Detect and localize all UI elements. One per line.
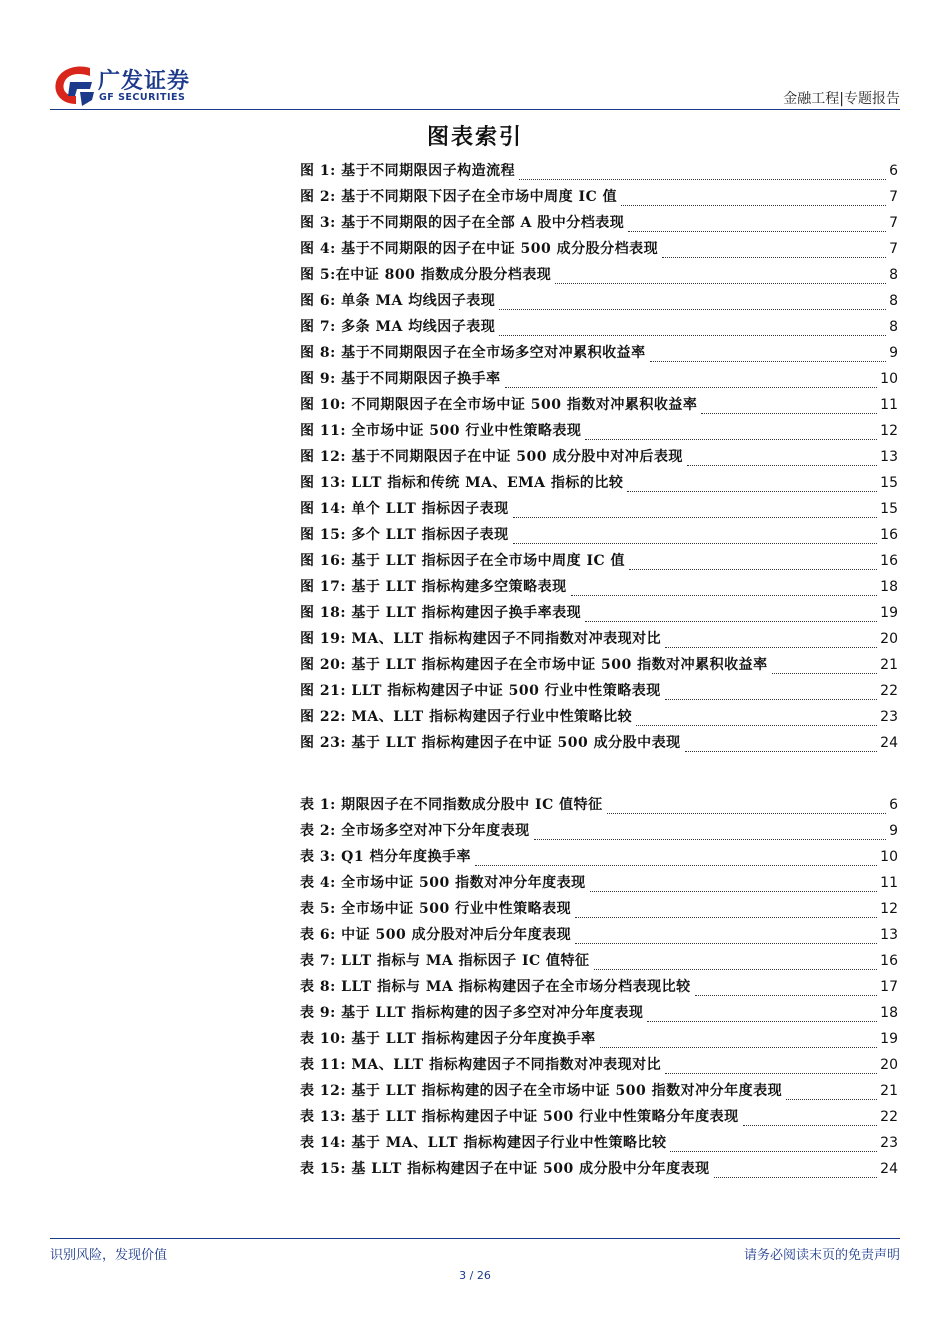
table-index-item[interactable] [300, 1054, 898, 1080]
figure-index-item-label: 图 10: 不同期限因子在全市场中证 500 指数对冲累积收益率 [300, 397, 698, 413]
table-index-item-page: 6 [889, 797, 898, 813]
dot-leader [627, 490, 877, 492]
dot-leader [650, 360, 886, 362]
figure-index-item[interactable] [300, 212, 898, 238]
dot-leader [636, 724, 877, 726]
dot-leader [575, 916, 877, 918]
figure-index-item-label: 图 19: MA、LLT 指标构建因子不同指数对冲表现对比 [300, 631, 662, 647]
table-index-item-label: 表 13: 基于 LLT 指标构建因子中证 500 行业中性策略分年度表现 [300, 1109, 739, 1125]
table-index-item-page: 20 [880, 1057, 898, 1073]
figure-index-item[interactable] [300, 394, 898, 420]
table-index-item-page: 21 [880, 1083, 898, 1099]
figure-index-item-label: 图 5:在中证 800 指数成分股分档表现 [300, 267, 552, 283]
figure-index-item[interactable] [300, 576, 898, 602]
table-index-item[interactable] [300, 1158, 898, 1184]
table-index-item[interactable] [300, 872, 898, 898]
figure-index-item-page: 24 [880, 735, 898, 751]
dot-leader [687, 464, 877, 466]
dot-leader [685, 750, 878, 752]
figure-index-item-page: 22 [880, 683, 898, 699]
table-index-item-label: 表 10: 基于 LLT 指标构建因子分年度换手率 [300, 1031, 596, 1047]
dot-leader [786, 1098, 877, 1100]
table-index-item-page: 12 [880, 901, 898, 917]
dot-leader [714, 1176, 878, 1178]
table-index-item[interactable] [300, 1028, 898, 1054]
figure-index-item[interactable] [300, 680, 898, 706]
figure-index-item-page: 8 [889, 293, 898, 309]
figure-index-item-page: 15 [880, 501, 898, 517]
dot-leader [662, 256, 886, 258]
dot-leader [513, 516, 878, 518]
table-index-item[interactable] [300, 950, 898, 976]
dot-leader [665, 1072, 877, 1074]
figure-index-item[interactable] [300, 238, 898, 264]
figure-index-item[interactable] [300, 160, 898, 186]
figure-index-item-label: 图 4: 基于不同期限的因子在中证 500 成分股分档表现 [300, 241, 659, 257]
figure-index-item[interactable] [300, 316, 898, 342]
figure-index-item[interactable] [300, 446, 898, 472]
dot-leader [590, 890, 878, 892]
figure-index-item-label: 图 11: 全市场中证 500 行业中性策略表现 [300, 423, 582, 439]
dot-leader [665, 698, 877, 700]
table-index-item[interactable] [300, 924, 898, 950]
figure-index-item[interactable] [300, 342, 898, 368]
dot-leader [594, 968, 878, 970]
figure-index-item-label: 图 18: 基于 LLT 指标构建因子换手率表现 [300, 605, 582, 621]
table-index-item-label: 表 8: LLT 指标与 MA 指标构建因子在全市场分档表现比较 [300, 979, 691, 995]
table-index-item-page: 13 [880, 927, 898, 943]
dot-leader [499, 334, 886, 336]
footer-disclaimer: 请务必阅读末页的免责声明 [743, 1248, 900, 1263]
table-index-item-label: 表 4: 全市场中证 500 指数对冲分年度表现 [300, 875, 586, 891]
figure-index-item[interactable] [300, 732, 898, 758]
figure-index-item-label: 图 16: 基于 LLT 指标因子在全市场中周度 IC 值 [300, 553, 626, 569]
figure-index-item[interactable] [300, 706, 898, 732]
figure-index-item-page: 7 [889, 215, 898, 231]
table-index-item-page: 17 [880, 979, 898, 995]
figure-index-item-page: 16 [880, 527, 898, 543]
table-index-item-label: 表 5: 全市场中证 500 行业中性策略表现 [300, 901, 572, 917]
figure-index-item-page: 13 [880, 449, 898, 465]
logo-text-en: GF SECURITIES [99, 92, 186, 103]
table-index-item[interactable] [300, 1080, 898, 1106]
figure-index-item-label: 图 2: 基于不同期限下因子在全市场中周度 IC 值 [300, 189, 618, 205]
header-divider [50, 109, 900, 110]
page-number: 3 / 26 [459, 1269, 491, 1282]
gf-securities-logo [50, 62, 230, 110]
logo-mark-icon [50, 62, 96, 108]
figure-index-item-page: 16 [880, 553, 898, 569]
page-title: 图表索引 [426, 125, 523, 150]
figure-index-item-page: 23 [880, 709, 898, 725]
figure-index-item[interactable] [300, 654, 898, 680]
table-index-list [300, 794, 898, 1184]
figure-index-item-page: 12 [880, 423, 898, 439]
figure-index-item-label: 图 12: 基于不同期限因子在中证 500 成分股中对冲后表现 [300, 449, 683, 465]
figure-index-item[interactable] [300, 420, 898, 446]
table-index-item-page: 23 [880, 1135, 898, 1151]
table-index-item-label: 表 7: LLT 指标与 MA 指标因子 IC 值特征 [300, 953, 590, 969]
dot-leader [585, 620, 877, 622]
figure-index-item-page: 7 [889, 241, 898, 257]
figure-index-item-label: 图 13: LLT 指标和传统 MA、EMA 指标的比较 [300, 475, 624, 491]
table-index-item[interactable] [300, 1106, 898, 1132]
table-index-item-label: 表 6: 中证 500 成分股对冲后分年度表现 [300, 927, 572, 943]
figure-index-item-label: 图 9: 基于不同期限因子换手率 [300, 371, 501, 387]
dot-leader [555, 282, 886, 284]
table-index-item-label: 表 14: 基于 MA、LLT 指标构建因子行业中性策略比较 [300, 1135, 667, 1151]
table-index-item-page: 11 [880, 875, 898, 891]
dot-leader [670, 1150, 877, 1152]
table-index-item-page: 10 [880, 849, 898, 865]
figure-index-item-page: 6 [889, 163, 898, 179]
figure-index-item-label: 图 17: 基于 LLT 指标构建多空策略表现 [300, 579, 567, 595]
table-index-item[interactable] [300, 1132, 898, 1158]
logo-text-cn: 广发证券 [98, 69, 191, 94]
figure-index-item-page: 19 [880, 605, 898, 621]
figure-index-item-page: 20 [880, 631, 898, 647]
dot-leader [475, 864, 877, 866]
figure-index-item-page: 8 [889, 267, 898, 283]
table-index-item[interactable] [300, 898, 898, 924]
table-index-item-label: 表 3: Q1 档分年度换手率 [300, 849, 471, 865]
dot-leader [499, 308, 886, 310]
figure-index-item[interactable] [300, 602, 898, 628]
figure-index-item[interactable] [300, 368, 898, 394]
footer-divider [50, 1238, 900, 1239]
figure-index-item-label: 图 21: LLT 指标构建因子中证 500 行业中性策略表现 [300, 683, 661, 699]
figure-index-item-page: 7 [889, 189, 898, 205]
dot-leader [701, 412, 877, 414]
figure-index-item[interactable] [300, 550, 898, 576]
table-index-item-page: 18 [880, 1005, 898, 1021]
table-index-item-page: 22 [880, 1109, 898, 1125]
report-type: 金融工程|专题报告 [783, 91, 900, 107]
table-index-item-label: 表 9: 基于 LLT 指标构建的因子多空对冲分年度表现 [300, 1005, 644, 1021]
table-index-item-label: 表 11: MA、LLT 指标构建因子不同指数对冲表现对比 [300, 1057, 662, 1073]
footer-slogan: 识别风险，发现价值 [50, 1248, 168, 1263]
figure-index-item-page: 11 [880, 397, 898, 413]
figure-index-item-page: 21 [880, 657, 898, 673]
dot-leader [628, 230, 886, 232]
dot-leader [772, 672, 878, 674]
figure-index-item[interactable] [300, 524, 898, 550]
table-index-item-page: 9 [889, 823, 898, 839]
figure-index-item-page: 18 [880, 579, 898, 595]
figure-index-item-page: 9 [889, 345, 898, 361]
dot-leader [519, 178, 886, 180]
dot-leader [607, 812, 886, 814]
dot-leader [600, 1046, 878, 1048]
table-index-item[interactable] [300, 846, 898, 872]
figure-index-item[interactable] [300, 186, 898, 212]
dot-leader [575, 942, 877, 944]
figure-index-item-label: 图 7: 多条 MA 均线因子表现 [300, 319, 496, 335]
figure-index-item-label: 图 15: 多个 LLT 指标因子表现 [300, 527, 509, 543]
figure-index-item-label: 图 3: 基于不同期限的因子在全部 A 股中分档表现 [300, 215, 625, 231]
dot-leader [743, 1124, 878, 1126]
dot-leader [695, 994, 878, 996]
figure-index-item-label: 图 20: 基于 LLT 指标构建因子在全市场中证 500 指数对冲累积收益率 [300, 657, 768, 673]
figure-index-item-label: 图 8: 基于不同期限因子在全市场多空对冲累积收益率 [300, 345, 646, 361]
dot-leader [629, 568, 877, 570]
figure-index-item[interactable] [300, 472, 898, 498]
figure-index-item[interactable] [300, 264, 898, 290]
figure-index-list [300, 160, 898, 758]
table-index-item[interactable] [300, 794, 898, 820]
dot-leader [513, 542, 878, 544]
figure-index-item-label: 图 6: 单条 MA 均线因子表现 [300, 293, 496, 309]
figure-index-item-label: 图 14: 单个 LLT 指标因子表现 [300, 501, 509, 517]
table-index-item-label: 表 1: 期限因子在不同指数成分股中 IC 值特征 [300, 797, 603, 813]
dot-leader [571, 594, 878, 596]
figure-index-item-page: 15 [880, 475, 898, 491]
table-index-item[interactable] [300, 976, 898, 1002]
dot-leader [585, 438, 877, 440]
figure-index-item-page: 8 [889, 319, 898, 335]
dot-leader [647, 1020, 877, 1022]
dot-leader [534, 838, 886, 840]
table-index-item-label: 表 15: 基 LLT 指标构建因子在中证 500 成分股中分年度表现 [300, 1161, 710, 1177]
dot-leader [665, 646, 877, 648]
table-index-item-label: 表 2: 全市场多空对冲下分年度表现 [300, 823, 530, 839]
dot-leader [505, 386, 878, 388]
table-index-item[interactable] [300, 820, 898, 846]
figure-index-item-label: 图 1: 基于不同期限因子构造流程 [300, 163, 516, 179]
dot-leader [621, 204, 886, 206]
table-index-item-page: 24 [880, 1161, 898, 1177]
figure-index-item-label: 图 23: 基于 LLT 指标构建因子在中证 500 成分股中表现 [300, 735, 681, 751]
figure-index-item[interactable] [300, 290, 898, 316]
page-header [50, 62, 900, 112]
table-index-item[interactable] [300, 1002, 898, 1028]
table-index-item-page: 19 [880, 1031, 898, 1047]
figure-index-item-page: 10 [880, 371, 898, 387]
figure-index-item-label: 图 22: MA、LLT 指标构建因子行业中性策略比较 [300, 709, 633, 725]
table-index-item-page: 16 [880, 953, 898, 969]
figure-index-item[interactable] [300, 628, 898, 654]
figure-index-item[interactable] [300, 498, 898, 524]
table-index-item-label: 表 12: 基于 LLT 指标构建的因子在全市场中证 500 指数对冲分年度表现 [300, 1083, 783, 1099]
